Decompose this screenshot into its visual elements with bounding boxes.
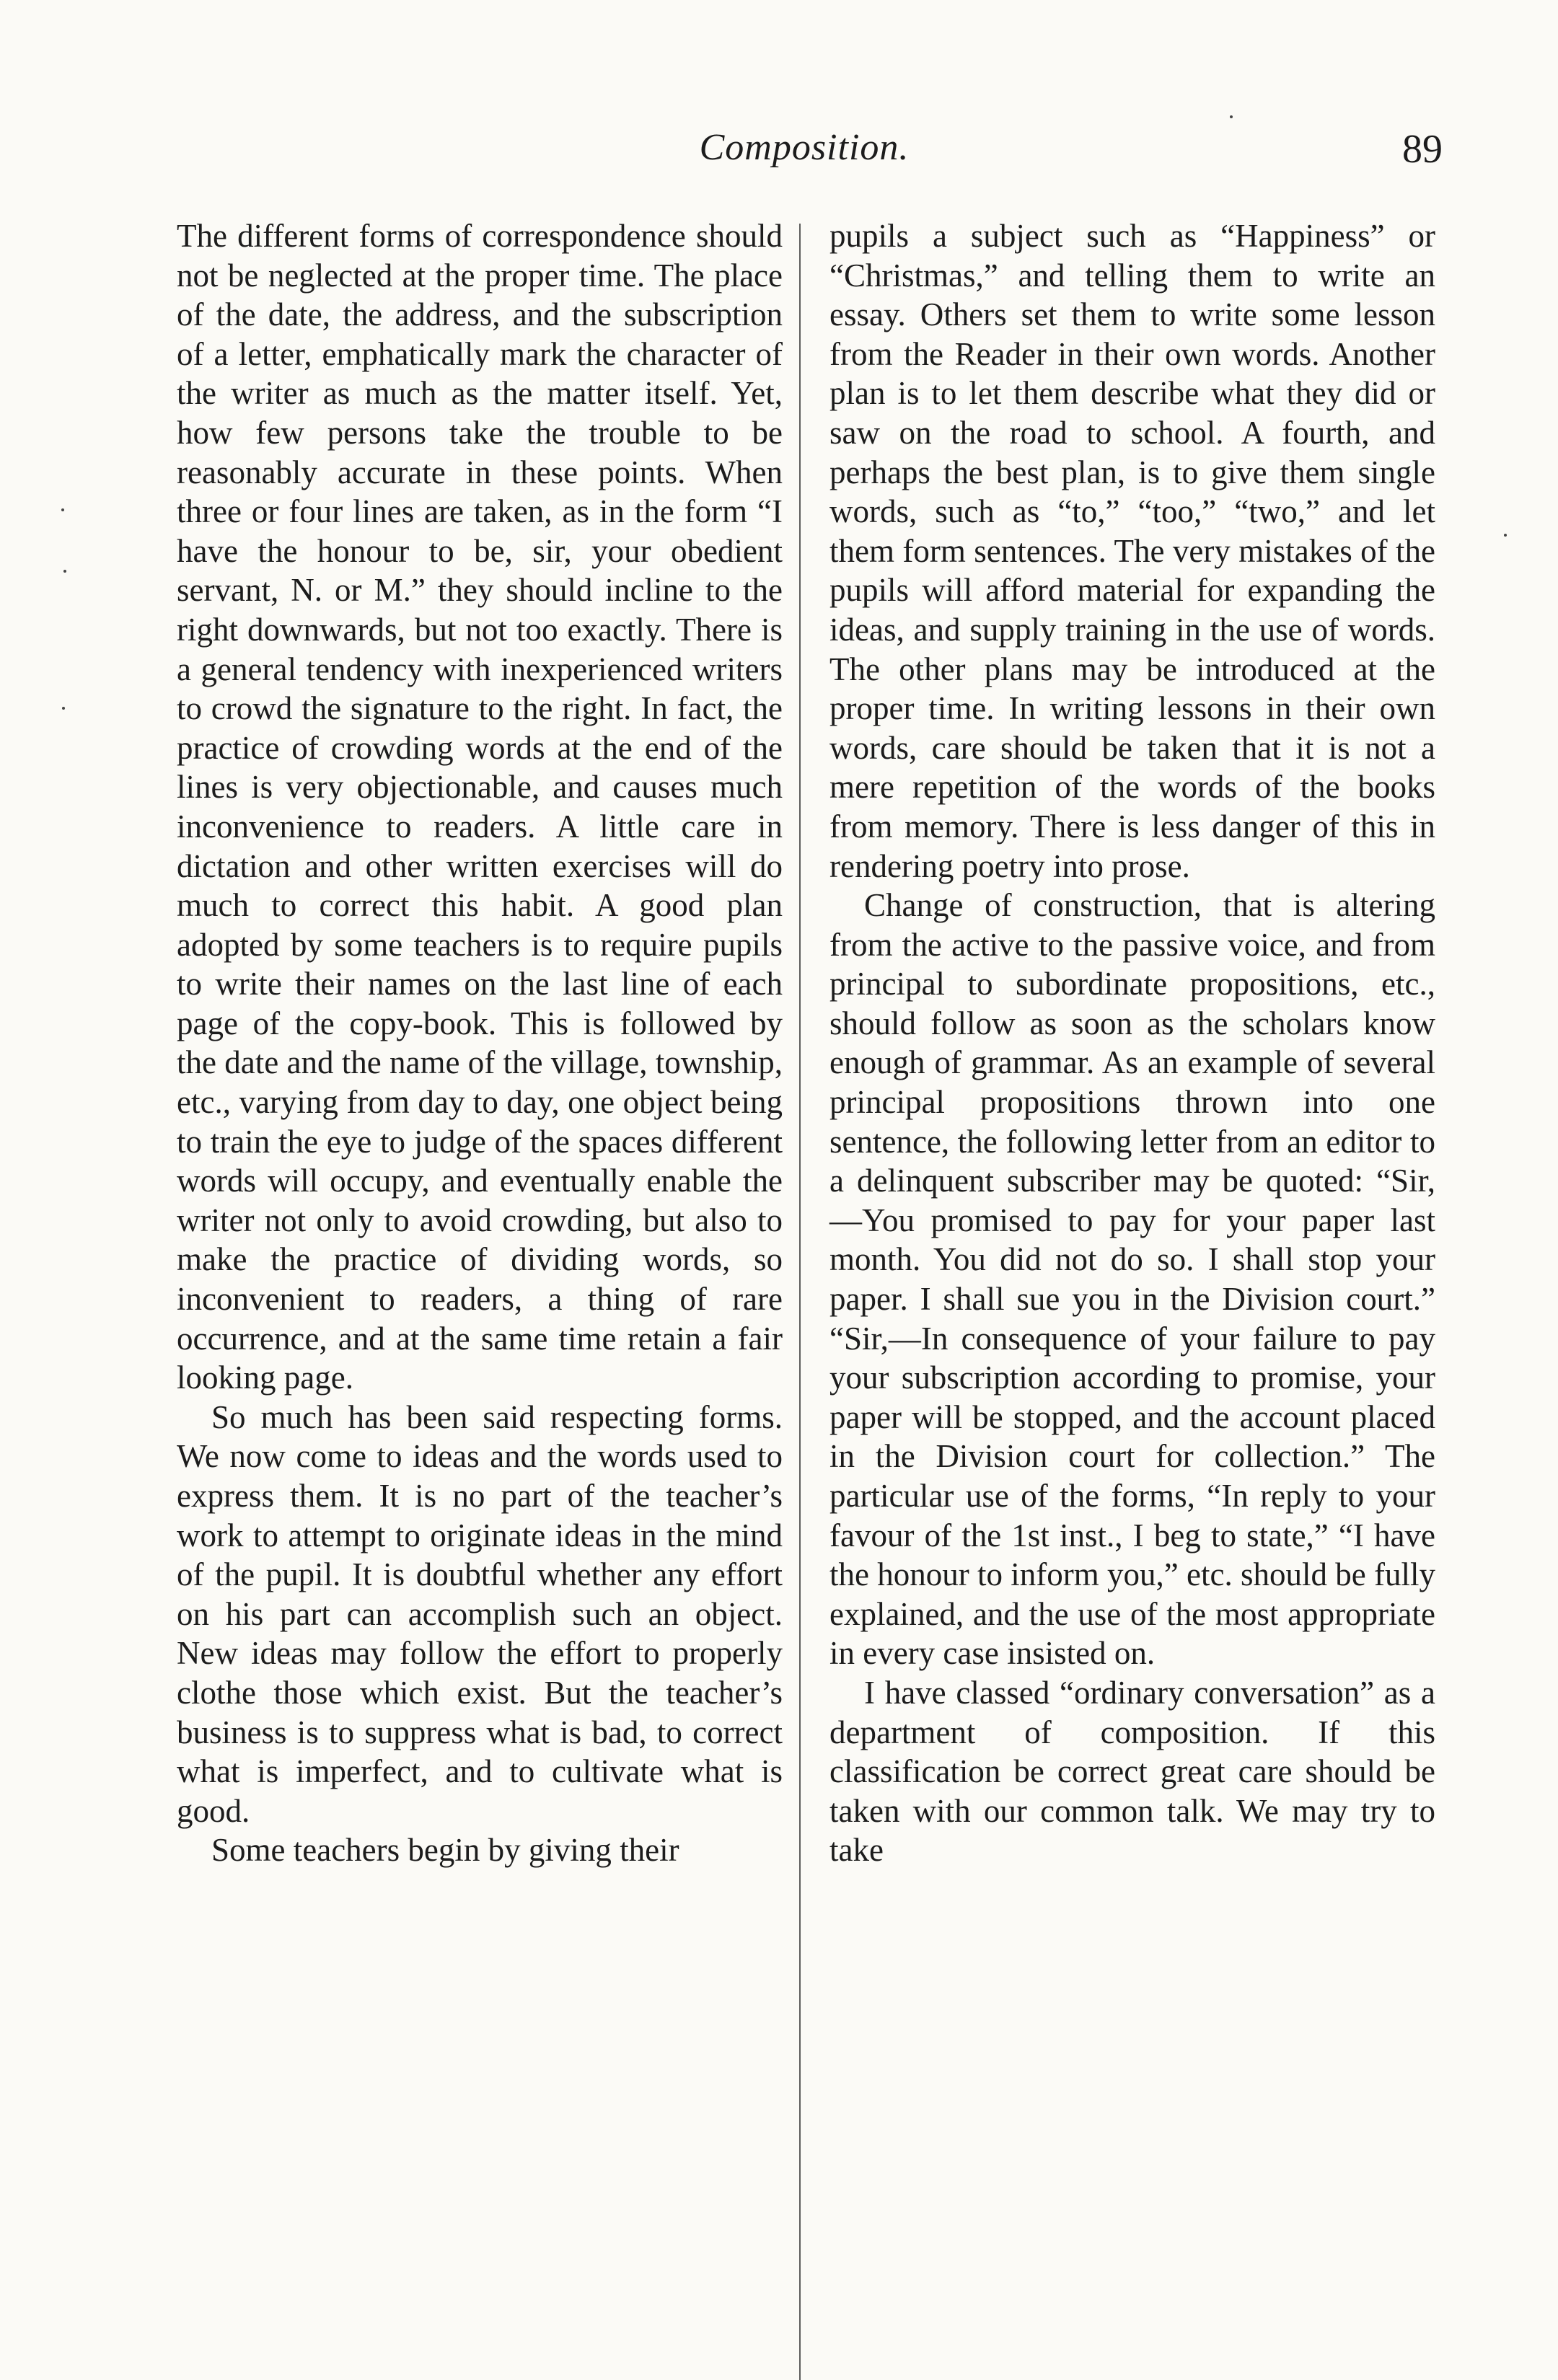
page-header [166,126,1443,184]
print-speck [1504,534,1507,537]
paragraph-change-of-construction: Change of construction, that is altering from the active to the passive voice, and from principal to subordinate propositions, etc., should follow as soon as the scholars know enough of grammar. As an example of several principal propositions thrown into one sentence, the following letter from an editor to a delinquent subscriber may be quoted: “Sir,—You promised to pay for your paper last month. You did not do so. I shall stop your paper. I shall sue you in the Division court.” “Sir,—In consequence of your failure to pay your subscription according to promise, your paper will be stopped, and the account placed in the Division court for collection.” The particular use of the forms, “In reply to your favour of the 1st inst., I beg to state,” “I have the honour to inform you,” etc. should be fully explained, and the use of the most appropriate in every case insisted on. [829,887,1435,1672]
print-speck [62,707,65,710]
running-title: Composition. [699,127,910,168]
print-speck [63,570,66,573]
left-column [177,216,783,1870]
page-number: 89 [1402,127,1443,172]
print-speck [1230,115,1233,118]
paragraph-correspondence: The different forms of correspondence should not be neglected at the proper time. The place of the date, the address, and the subscription of a letter, emphatically mark the character of the writer as much as the matter itself. Yet, how few persons take the trouble to be reasonably accurate in these points. When three or four lines are taken, as in the form “I have the honour to be, sir, your obedient servant, N. or M.” they should incline to the right downwards, but not too exactly. There is a general tendency with inexperienced writers to crowd the signature to the right. In fact, the practice of crowding words at the end of the lines is very objectionable, and causes much inconvenience to readers. A little care in dictation and other written exercises will do much to correct this habit. A good plan adopted by some teachers is to require pupils to write their names on the last line of each page of the copy-book. This is followed by the date and the name of the village, township, etc., varying from day to day, one object being to train the eye to judge of the spaces different words will occupy, and eventually enable the writer not only to avoid crowding, but also to make the practice of dividing words, so inconvenient to readers, a thing of rare occurrence, and at the same time retain a fair looking page. [177,218,783,1396]
paragraph-essay-plans: pupils a subject such as “Happiness” or “Christmas,” and telling them to write an essay. Others set them to write some lesson from the Reader in their own words. Another plan is to let them describe what they did or saw on the road to school. A fourth, and perhaps the best plan, is to give them single words, such as “to,” “too,” “two,” and let them form sentences. The very mistakes of the pupils will afford material for expanding the ideas, and supply training in the use of words. The other plans may be introduced at the proper time. In writing lessons in their own words, care should be taken that it is not a mere repetition of the words of the books from memory. There is less danger of this in rendering poetry into prose. [829,218,1435,884]
paragraph-some-teachers: Some teachers begin by giving their [211,1832,679,1869]
paragraph-conversation: I have classed “ordinary conversation” as a department of composition. If this classification be correct great care should be taken with our common talk. We may try to take [829,1674,1435,1869]
paragraph-ideas: So much has been said respecting forms. We now come to ideas and the words used to express them. It is no part of the teacher’s work to attempt to originate ideas in the mind of the pupil. It is doubtful whether any effort on his part can accomplish such an object. New ideas may follow the effort to properly clothe those which exist. But the teacher’s business is to suppress what is bad, to correct what is imperfect, and to cultivate what is good. [177,1398,783,1829]
column-divider [799,224,801,2380]
print-speck [61,508,64,511]
right-column [829,216,1435,1870]
